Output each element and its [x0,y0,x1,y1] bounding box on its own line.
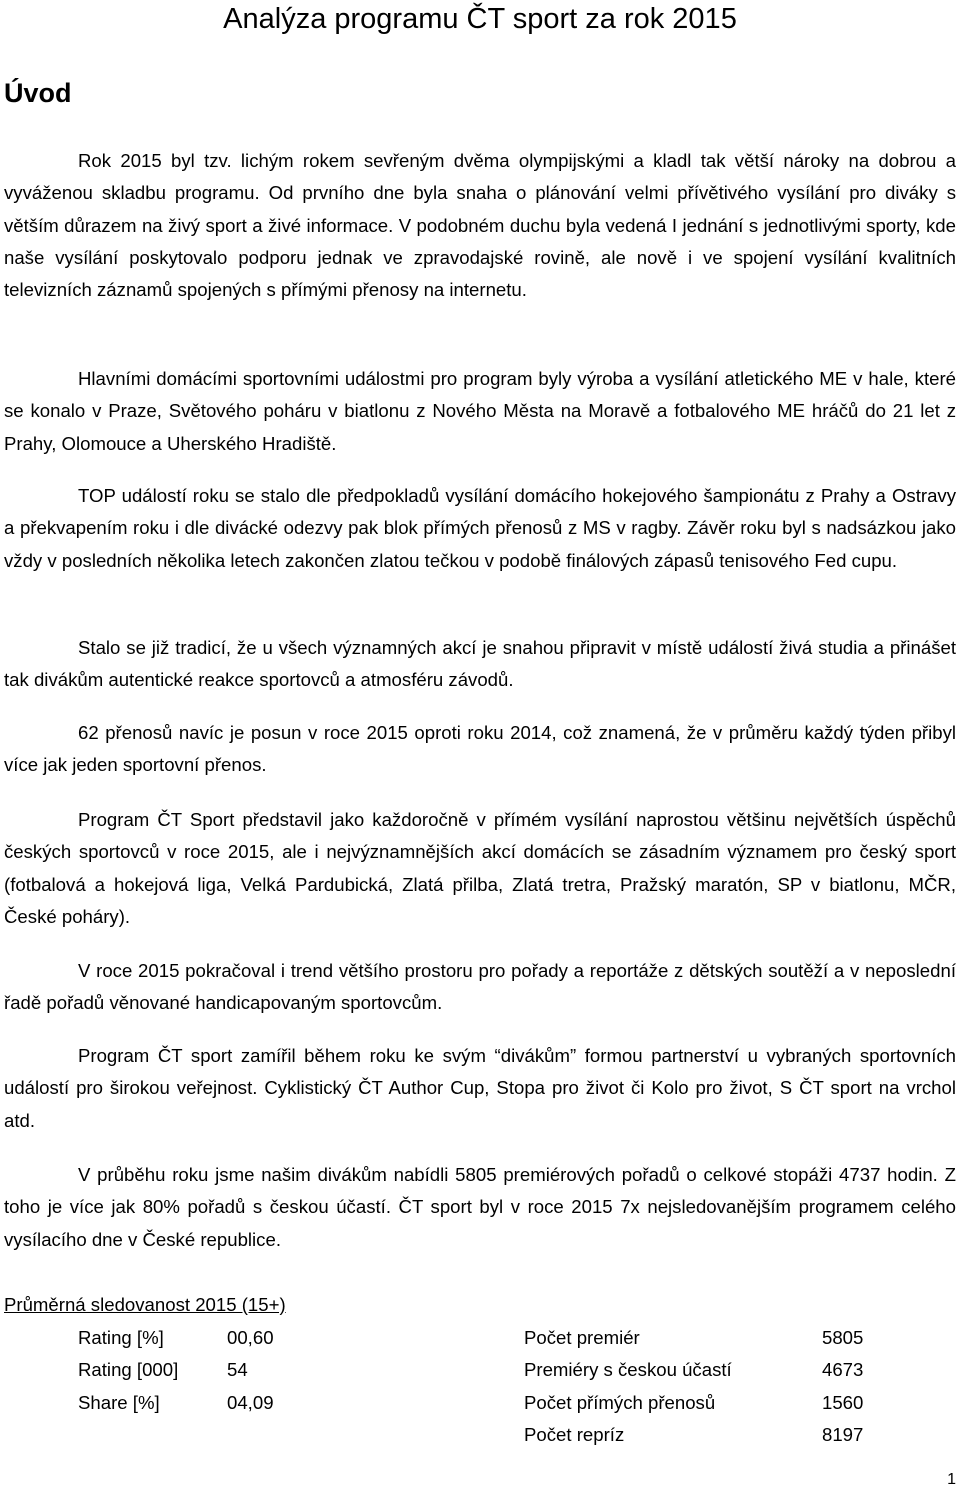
stats-row [524,1322,924,1354]
stat-value: 00,60 [227,1327,274,1348]
stats-row [78,1387,378,1419]
stat-label: Rating [000] [78,1359,179,1381]
paragraph-7: V roce 2015 pokračoval i trend většího prostoru pro pořady a reportáže z dětských soutěží a v neposlední řadě pořadů věnované handicapovaným sportovcům. [4,960,956,1014]
paragraph-1: Rok 2015 byl tzv. lichým rokem sevřeným dvěma olympijskými a kladl tak větší nároky na dobrou a vyváženou skladbu programu. Od prvního dne byla snaha o plánování velmi přívětivého vysílání pro diváky s větším důrazem na živý sport a živé informace. V podobném duchu byla vedená I jednání s jednotlivými sporty, kde naše vysílání poskytovalo podporu jednak ve zpravodajské rovině, ale nově i ve spojení vysílání kvalitních televizních záznamů spojených s přímými přenosy na internetu. [4,150,956,301]
stats-row [78,1354,378,1386]
stats-left-table [78,1322,378,1419]
document-title: Analýza programu ČT sport za rok 2015 [223,3,737,35]
stats-heading: Průměrná sledovanost 2015 (15+) [4,1294,286,1315]
stat-label: Premiéry s českou účastí [524,1359,732,1381]
stats-right-table [524,1322,924,1451]
paragraph-4: Stalo se již tradicí, že u všech významných akcí je snahou připravit v místě událostí živá studia a přinášet tak divákům autentické reakce sportovců a atmosféru závodů. [4,637,956,691]
stat-label: Share [%] [78,1391,160,1413]
stat-label: Počet repríz [524,1423,625,1445]
paragraph-9: V průběhu roku jsme našim divákům nabídli 5805 premiérových pořadů o celkové stopáži 4737 hodin. Z toho je více jak 80% pořadů s českou účastí. ČT sport byl v roce 2015 7x nejsledovanějším programem celého vysílacího dne v České republice. [4,1164,956,1250]
paragraph-3: TOP událostí roku se stalo dle předpokladů vysílání domácího hokejového šampionátu z Prahy a Ostravy a překvapením roku i dle divácké odezvy pak blok přímých přenosů z MS v ragby. Závěr roku byl s nadsázkou jako vždy v posledních několika letech zakončen zlatou tečkou v podobě finálových zápasů tenisového Fed cupu. [4,485,956,571]
paragraph-8: Program ČT sport zamířil během roku ke svým “divákům” formou partnerství u vybraných sportovních událostí pro širokou veřejnost. Cyklistický ČT Author Cup, Stopa pro život či Kolo pro život, S ČT sport na vrchol atd. [4,1045,956,1131]
stat-value: 54 [227,1359,248,1381]
stat-value: 4673 [822,1359,864,1381]
stat-value: 5805 [822,1327,864,1348]
paragraph-6: Program ČT Sport představil jako každoročně v přímém vysílání naprostou většinu největších úspěchů českých sportovců v roce 2015, ale i nejvýznamnějších akcí domácích se zásadním významem pro český sport (fotbalová a hokejová liga, Velká Pardubická, Zlatá přilba, Zlatá tretra, Pražský maratón, SP v biatlonu, MČR, České poháry). [4,809,956,927]
stat-label: Počet premiér [524,1327,640,1348]
stats-row [524,1419,924,1451]
stat-value: 1560 [822,1391,864,1413]
stats-row [78,1322,378,1354]
page-number: 1 [947,1471,956,1488]
stat-label: Počet přímých přenosů [524,1391,716,1413]
stat-value: 04,09 [227,1391,274,1413]
stats-row [524,1354,924,1386]
paragraph-2: Hlavními domácími sportovními událostmi pro program byly výroba a vysílání atletického ME v hale, které se konalo v Praze, Světového poháru v biatlonu z Nového Města na Moravě a fotbalového ME hráčů do 21 let z Prahy, Olomouce a Uherského Hradiště. [4,368,956,454]
section-heading: Úvod [4,78,72,108]
paragraph-5: 62 přenosů navíc je posun v roce 2015 oproti roku 2014, což znamená, že v průměru každý týden přibyl více jak jeden sportovní přenos. [4,722,956,776]
stat-value: 8197 [822,1423,864,1445]
stats-row [524,1387,924,1419]
stat-label: Rating [%] [78,1327,164,1348]
